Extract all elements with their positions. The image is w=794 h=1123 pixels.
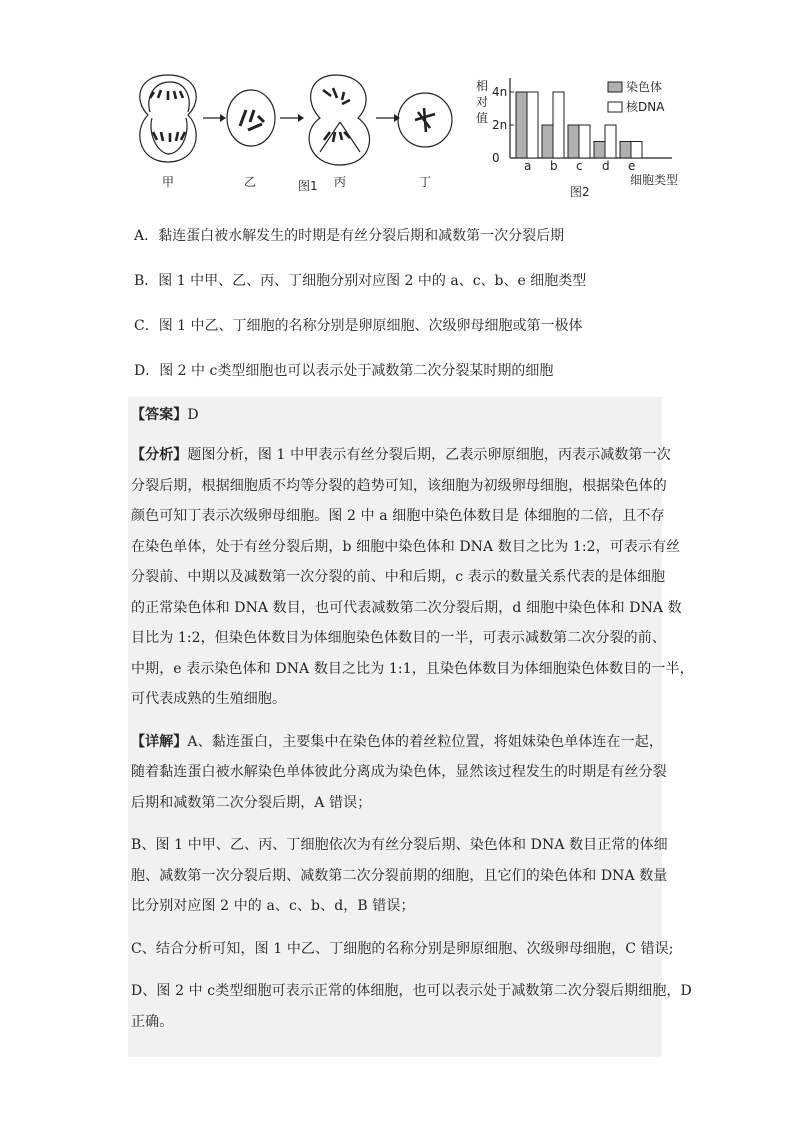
legend-swatch-dna — [608, 102, 622, 112]
cell-label-jia: 甲 — [162, 175, 175, 189]
bar-a-dna — [527, 92, 538, 158]
analysis-line: 【分析】题图分析，图 1 中甲表示有丝分裂后期，乙表示卵原细胞，丙表示减数第一次 — [131, 447, 671, 463]
figure-1-caption: 图1 — [298, 179, 318, 193]
detail-line: 【详解】A、黏连蛋白，主要集中在染色体的着丝粒位置，将姐妹染色单体连在一起， — [131, 733, 663, 750]
ylabel-char-1: 相 — [476, 79, 489, 93]
y-tick-1: 2n — [492, 118, 508, 132]
ylabel-char-2: 对 — [476, 95, 489, 109]
option-b: B．图 1 中甲、乙、丙、丁细胞分别对应图 2 中的 a、c、b、e 细胞类型 — [134, 273, 587, 289]
analysis-label: 【分析】 — [131, 447, 188, 463]
analysis-line: 目比为 1:2，但染色体数目为体细胞染色体数目的一半，可表示减数第二次分裂的前、 — [131, 630, 666, 646]
detail-line: 正确。 — [131, 1013, 174, 1030]
bar-c-chromosome — [568, 125, 579, 158]
analysis-line: 分裂后期，根据细胞质不均等分裂的趋势可知，该细胞为初级卵母细胞，根据染色体的 — [131, 477, 667, 494]
x-axis-tick-labels — [524, 159, 635, 173]
bar-c-dna — [579, 125, 590, 158]
detail-line: 后期和减数第二次分裂后期，A 错误； — [131, 794, 372, 811]
option-c: C．图 1 中乙、丁细胞的名称分别是卵原细胞、次级卵母细胞或第一极体 — [134, 318, 583, 334]
legend-label-chromosome: 染色体 — [626, 80, 663, 94]
cell-yi-drawing — [227, 90, 275, 146]
detail-line: 随着黏连蛋白被水解染色单体彼此分离成为染色体，显然该过程发生的时期是有丝分裂 — [131, 764, 667, 780]
y-tick-2: 0 — [492, 151, 500, 165]
cell-label-ding: 丁 — [419, 175, 432, 189]
bar-e-chromosome — [620, 142, 631, 159]
y-tick-0: 4n — [492, 85, 508, 99]
answer-value: D — [187, 407, 199, 423]
analysis-line: 中期，e 表示染色体和 DNA 数目之比为 1:1，且染色体数目为体细胞染色体数目的一半， — [131, 660, 694, 677]
x-tick-c: c — [576, 159, 583, 173]
x-tick-d: d — [602, 159, 610, 173]
bar-e-dna — [631, 142, 642, 159]
chart-bars — [516, 92, 642, 158]
analysis-line: 分裂前、中期以及减数第一次分裂的前、中和后期，c 表示的数量关系代表的是体细胞 — [131, 569, 666, 585]
chart-xlabel: 细胞类型 — [630, 173, 679, 187]
cell-ding-drawing — [398, 93, 452, 147]
cell-label-yi: 乙 — [244, 175, 257, 189]
x-tick-b: b — [550, 159, 558, 173]
bar-d-dna — [605, 125, 616, 158]
bar-d-chromosome — [594, 142, 605, 159]
chart-legend — [608, 79, 665, 114]
bar-a-chromosome — [516, 92, 527, 158]
detail-line: C、结合分析可知，图 1 中乙、丁细胞的名称分别是卵原细胞、次级卵母细胞，C 错误; — [131, 940, 674, 957]
x-tick-e: e — [628, 159, 636, 173]
x-tick-a: a — [524, 159, 532, 173]
detail-line: B、图 1 中甲、乙、丙、丁细胞依次为有丝分裂后期、染色体和 DNA 数目正常的体细 — [131, 837, 668, 853]
detail-line: 比分别对应图 2 中的 a、c、b、d，B 错误； — [131, 898, 415, 914]
answer-explanation-block — [128, 397, 694, 1057]
analysis-line: 颜色可知丁表示次级卵母细胞。图 2 中 a 细胞中染色体数目是 体细胞的二倍，且不存 — [131, 508, 665, 524]
analysis-line: 在染色单体，处于有丝分裂后期，b 细胞中染色体和 DNA 数目之比为 1:2，可表示有丝 — [131, 538, 681, 555]
analysis-line: 的正常染色体和 DNA 数目，也可代表减数第二次分裂后期，d 细胞中染色体和 DNA 数 — [131, 599, 682, 616]
figure-1-cell-diagrams — [128, 70, 463, 200]
figures-area — [128, 70, 688, 200]
y-axis-tick-labels — [492, 85, 514, 165]
option-a: A．黏连蛋白被水解发生的时期是有丝分裂后期和减数第一次分裂后期 — [134, 228, 565, 244]
cell-label-bing: 丙 — [334, 175, 347, 189]
figure-2-caption: 图2 — [570, 185, 590, 199]
bar-b-chromosome — [542, 125, 553, 158]
analysis-line: 可代表成熟的生殖细胞。 — [131, 691, 287, 707]
ylabel-char-3: 值 — [476, 111, 489, 125]
legend-swatch-chromosome — [608, 82, 622, 92]
detail-label: 【详解】 — [131, 733, 188, 750]
bar-b-dna — [553, 92, 564, 158]
legend-label-dna: 核DNA — [626, 100, 665, 114]
chart-ylabel — [476, 78, 488, 125]
option-d: D．图 2 中 c类型细胞也可以表示处于减数第二次分裂某时期的细胞 — [134, 363, 554, 379]
answer-label: 【答案】 — [131, 407, 188, 423]
detail-line: D、图 2 中 c类型细胞可表示正常的体细胞，也可以表示处于减数第二次分裂后期细胞，D — [131, 983, 692, 999]
cell-jia-drawing — [140, 75, 196, 162]
figure-2-bar-chart — [472, 70, 687, 200]
answer-line — [131, 405, 199, 425]
detail-line: 胞、减数第一次分裂后期、减数第二次分裂前期的细胞，且它们的染色体和 DNA 数量 — [131, 867, 668, 884]
cell-bing-drawing — [309, 75, 369, 165]
